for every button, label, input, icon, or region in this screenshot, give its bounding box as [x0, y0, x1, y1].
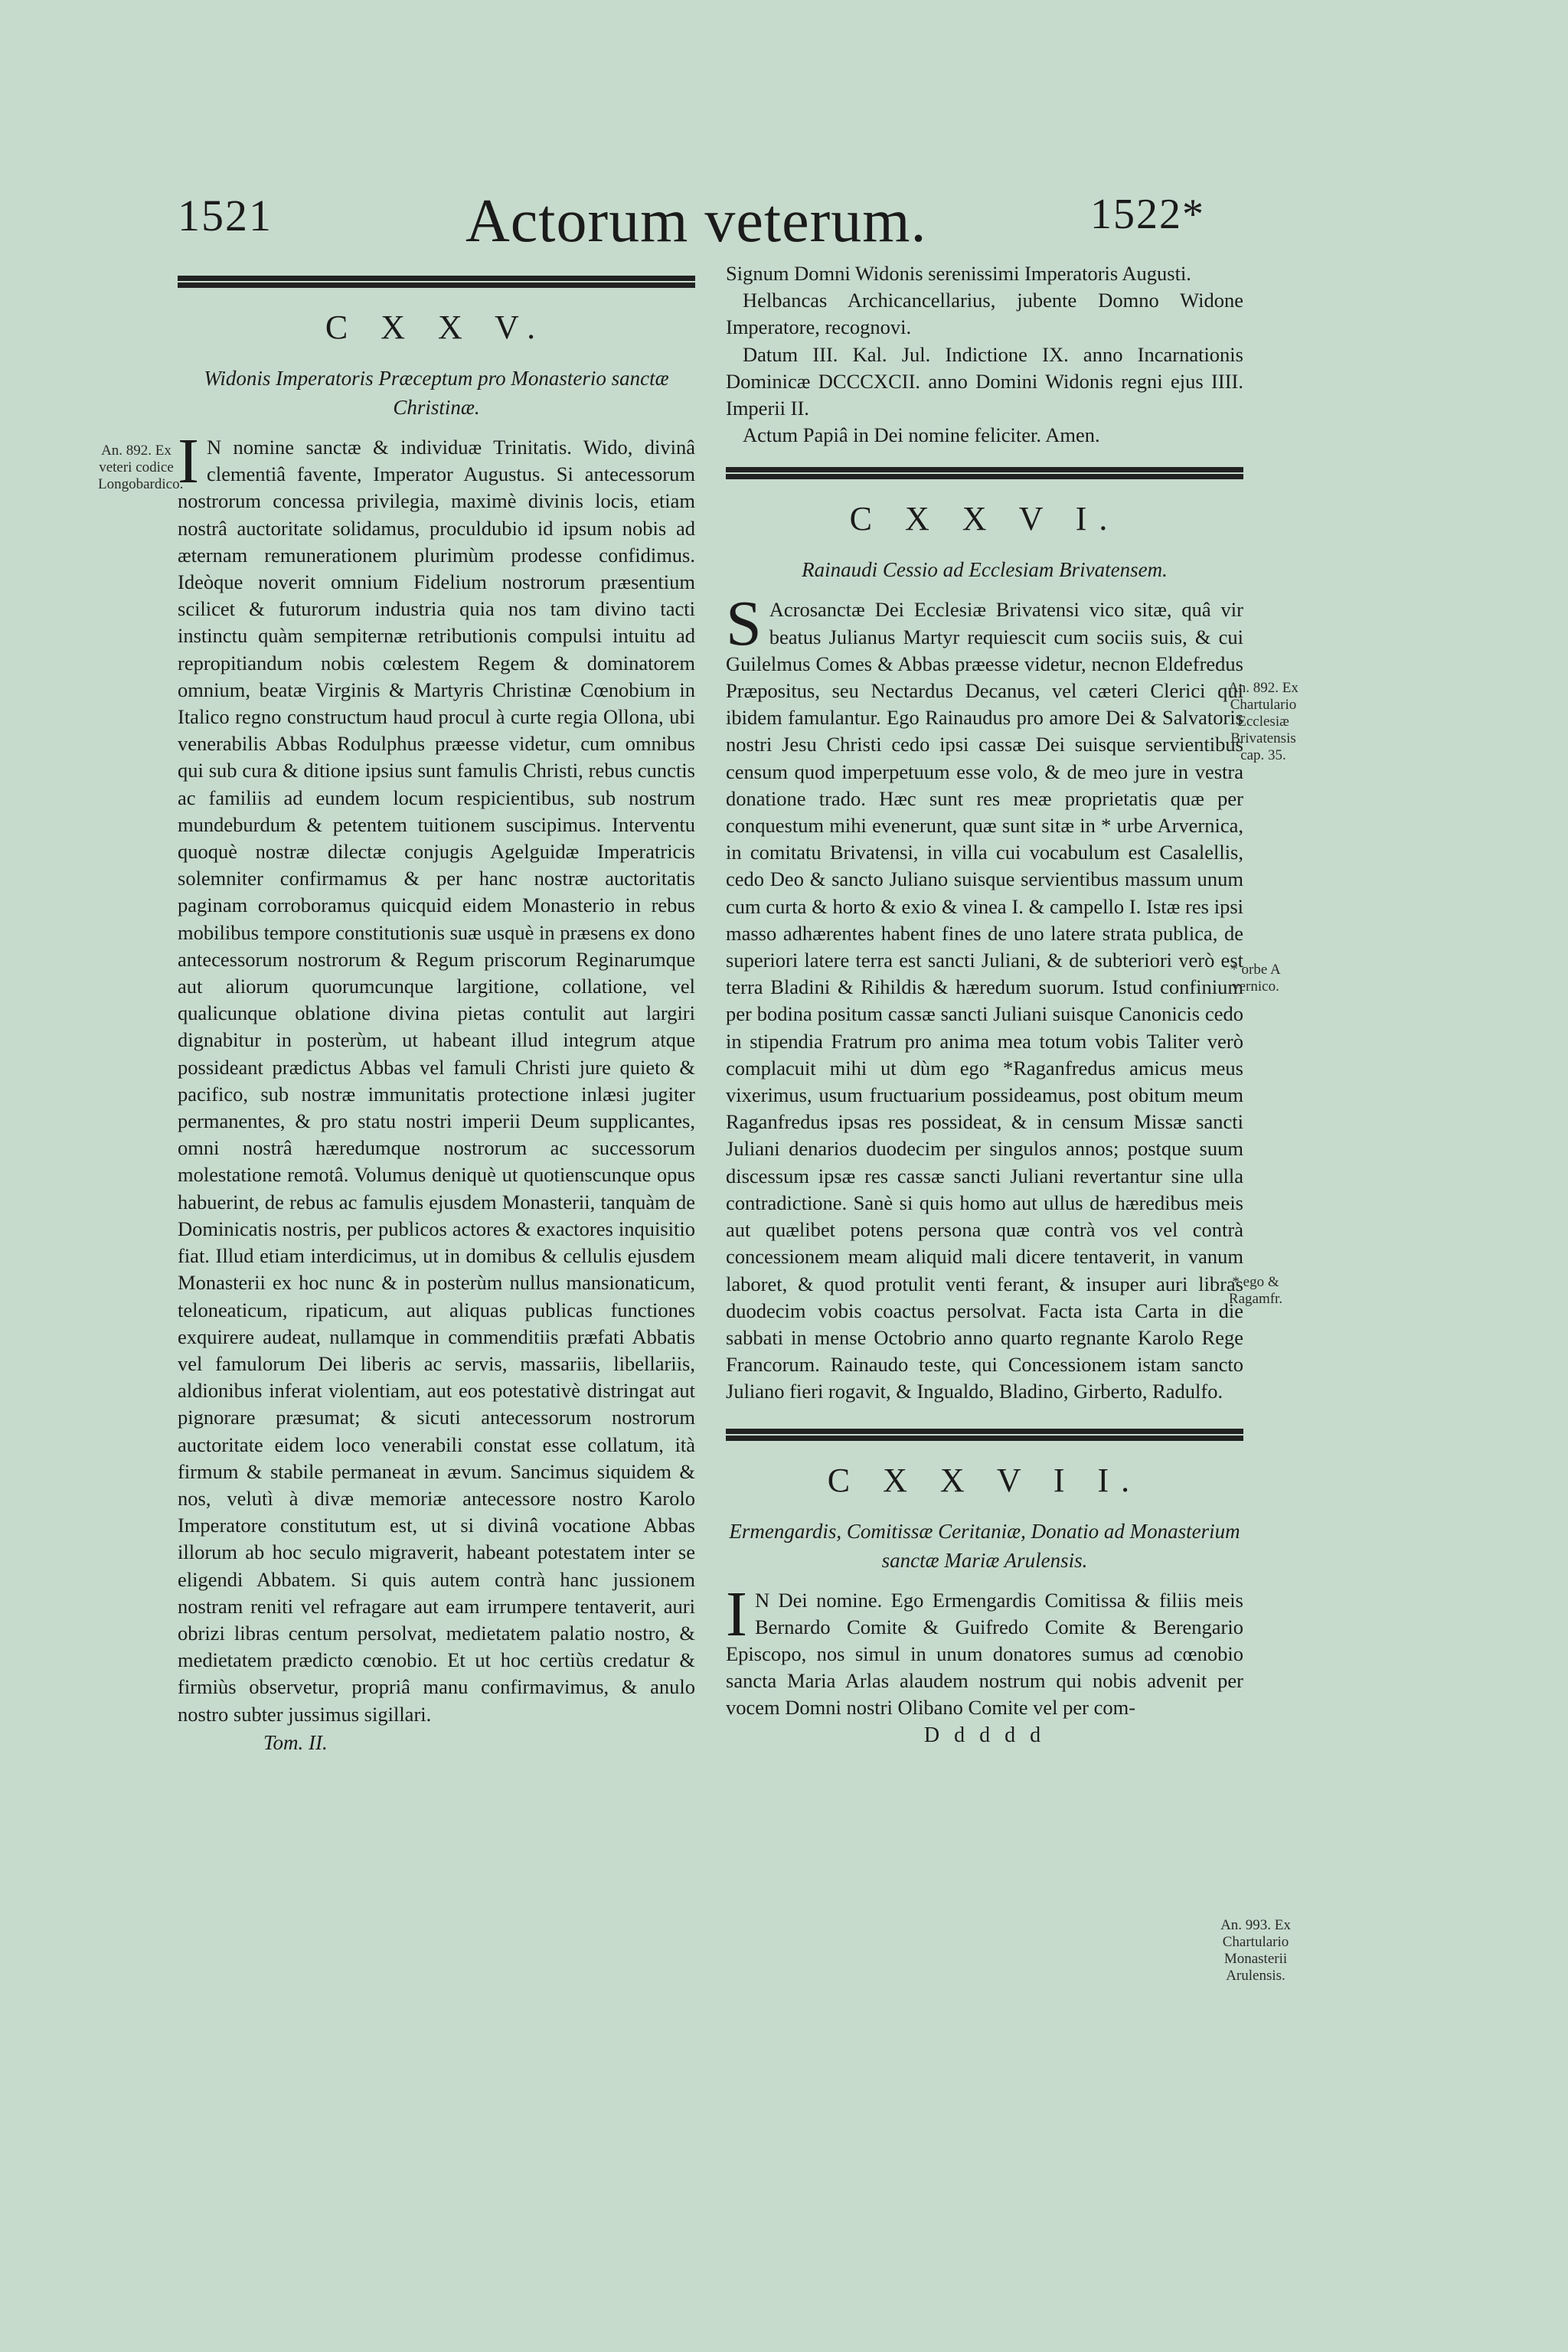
- section-number: C X X V I I.: [827, 1461, 1142, 1499]
- section-divider: [726, 1429, 1243, 1441]
- volume-footer: Tom. II.: [263, 1730, 328, 1754]
- running-title: Actorum veterum.: [466, 188, 927, 255]
- section-title: Widonis Imperatoris Præceptum pro Monasterio sanctæ Christinæ.: [204, 367, 669, 419]
- drop-cap: I: [178, 426, 199, 497]
- margin-note-left: An. 892. Ex veteri codice Longobardico.: [98, 443, 184, 492]
- recognition-line: Helbancas Archicancellarius, jubente Domno Widone Imperatore, recognovi.: [726, 289, 1243, 339]
- margin-note-right: An. 892. Ex Chartulario Ecclesiæ Brivatensis cap. 35.: [1228, 680, 1298, 763]
- section-divider: [726, 467, 1243, 479]
- margin-note-orbe: * orbe A vernico.: [1230, 962, 1281, 995]
- charter-body: Acrosanctæ Dei Ecclesiæ Brivatensi vico sitæ, quâ vir beatus Julianus Martyr requiescit cum sociis suis, & cui Guilelmus Comes & Abbas præesse videtur, necnon Eldefredus Præpositus, seu Nectardus Decanus, vel cæteri Clerici qui ibidem famulantur. Ego Rainaudus pro amore Dei & Salvatoris nostri Jesu Christi cedo ipsi cassæ Dei suisque servientibus censum quod imperpetuum esse volo, & de meo jure in vestra donatione trado. Hæc sunt res meæ proprietatis quæ per conquestum mihi evenerunt, quæ sunt sitæ in * urbe Arvernica, in comitatu Brivatensi, in villa cui vocabulum est Casalellis, cedo Deo & sancto Juliano suisque servientibus massum unum cum curta & horto & exio & vinea I. & campello I. Istæ res ipsi masso adhærentes habent fines de uno latere strata publica, de superiori latere terra est sancti Juliani, & de subteriori verò est terra Bladini & Rihildis & hæredum suorum. Istud confinium per bodina positum cassæ sancti Juliani suisque Canonicis cedo in stipendia Fratrum pro anima mea totum vobis Taliter verò complacuit mihi ut dùm ego *Raganfredus amicus meus vixerimus, usum fructuarium possideamus, post obitum meum Raganfredus ipsas res possideat, & in censum Missæ sancti Juliani denarios duodecim per singulos annos; postque suum discessum ipsæ res cassæ sancti Juliani revertantur sine ulla contradictione. Sanè si quis homo aut ullus de hæredibus meis aut quælibet potens persona quæ contrà vos vel contrà concessionem meam aliquid mali dicere tentaverit, in vanum laboret, & quod protulit venti ferant, & insuper auri libras duodecim vobis coactus persolvat. Facta ista Carta in die sabbati in mense Octobrio anno quarto regnante Karolo Rege Francorum. Rainaudo teste, qui Concessionem istam sancto Juliano fieri rogavit, & Ingualdo, Bladino, Girberto, Radulfo.: [726, 598, 1243, 1403]
- charter-body: N Dei nomine. Ego Ermengardis Comitissa & filiis meis Bernardo Comite & Guifredo Comite & Berengario Episcopo, nos simul in unum donatores sumus ad cœnobio sancta Maria Arlas alaudem nostrum qui nobis advenit per vocem Domni nostri Olibano Comite vel per com-: [726, 1588, 1243, 1720]
- left-column: [178, 276, 695, 1755]
- section-title: Rainaudi Cessio ad Ecclesiam Brivatensem.: [802, 558, 1168, 582]
- signum-line: Signum Domni Widonis serenissimi Imperatoris Augusti.: [726, 262, 1191, 285]
- datum-line: Datum III. Kal. Jul. Indictione IX. anno Incarnationis Dominicæ DCCCXCII. anno Domini Widonis regni ejus IIII. Imperii II.: [726, 342, 1243, 420]
- section-divider: [178, 276, 695, 288]
- left-page-number: 1521: [178, 191, 273, 240]
- charter-text: [178, 426, 695, 1728]
- signature-block: [726, 260, 1243, 449]
- right-page-number: 1522*: [1090, 191, 1205, 238]
- signature-mark: D d d d d: [923, 1723, 1046, 1747]
- section-title: Ermengardis, Comitissæ Ceritaniæ, Donatio ad Monasterium sanctæ Mariæ Arulensis.: [729, 1519, 1240, 1572]
- right-column: [726, 260, 1243, 1748]
- charter-text: [726, 588, 1243, 1405]
- drop-cap: I: [726, 1578, 747, 1650]
- margin-note-ego: * ego & Ragamfr.: [1228, 1274, 1283, 1307]
- actum-line: Actum Papiâ in Dei nomine feliciter. Amen.: [743, 423, 1100, 447]
- charter-text: [726, 1578, 1243, 1722]
- drop-cap: S: [726, 588, 762, 660]
- margin-note-right: An. 993. Ex Chartulario Monasterii Arulensis.: [1220, 1917, 1291, 1984]
- section-number: C X X V I.: [849, 500, 1120, 538]
- section-number: C X X V.: [325, 309, 548, 346]
- charter-body: N nomine sanctæ & individuæ Trinitatis. Wido, divinâ clementiâ favente, Imperator Augustus. Si antecessorum nostrorum concessa privilegia, maximè divinis locis, etiam nostrâ auctoritate solidamus, proculdubio id ipsum nobis ad æternam remunerationem plurimùm prodesse confidimus. Ideòque noverit omnium Fidelium nostrorum præsentium scilicet & futurorum industria quia nos tam divino tacti instinctu quàm sempiternæ retributionis compulsi intuitu ad repropitiandum nobis cœlestem Regem & dominatorem omnium, beatæ Virginis & Martyris Christinæ Cœnobium in Italico regno constructum haud procul à curte regia Ollona, ubi venerabilis Abbas Rodulphus præesse videtur, cum omnibus qui sub cura & ditione ipsius sunt famulis Christi, rebus cunctis ac familiis ad eundem locum respicientibus, sub nostrum mundeburdum & petentem tuitionem suscipimus. Interventu quoquè nostræ dilectæ conjugis Agelguidæ Imperatricis solemniter confirmamus & per hanc nostræ auctoritatis paginam corroboramus quicquid eidem Monasterio in rebus mobilibus tempore constitutionis suæ usquè in præsens ex dono antecessorum nostrorum & Regum priscorum Reginarumque aut aliorum quorumcunque largitione, collatione, vel qualicunque oblatione divina pietas contulit aut largiri dignabitur in posterùm, ut habeant illud integrum atque possideant prædictus Abbas vel famuli Christi jure quieto & pacifico, sub nostræ immunitatis protectione inlæsi jugiter permanentes, & pro statu nostri imperii Deum supplicantes, omni nostrâ hæredumque nostrorum ac successorum molestatione remotâ. Volumus deniquè ut quotienscunque opus habuerint, de rebus ac famulis ejusdem Monasterii, tanquàm de Dominicatis nostris, per publicos actores & exactores inquisitio fiat. Illud etiam interdicimus, ut in domibus & cellulis ejusdem Monasterii ex hoc nunc & in posterùm nullus mansionaticum, teloneaticum, ripaticum, aut aliquas publicas functiones exquirere audeat, nullamque in commenditiis præfati Abbatis vel famulorum Dei liberis ac servis, massariis, libellariis, aldionibus inferat violentiam, aut eos potestativè distringat aut pignorare præsumat; & sicuti antecessorum nostrorum auctoritate eidem loco venerabili constat esse collatum, ità firmum & stabile permaneat in ævum. Sancimus siquidem & nos, velutì à divæ memoriæ antecessore nostro Karolo Imperatore constitutum est, ut si divinâ vocatione Abbas illorum ab hoc seculo migraverit, habeant potestatem inter se eligendi Abbatem. Si quis autem contrà hanc jussionem nostram reniti vel refragare aut eam irrumpere tentaverit, auri obrizi libras centum persolvat, medietatem palatio nostro, & medietatem prædicto cœnobio. Et ut hoc certiùs credatur & firmiùs observetur, propriâ manu confirmavimus, & anulo nostro subter jussimus sigillari.: [178, 436, 695, 1726]
